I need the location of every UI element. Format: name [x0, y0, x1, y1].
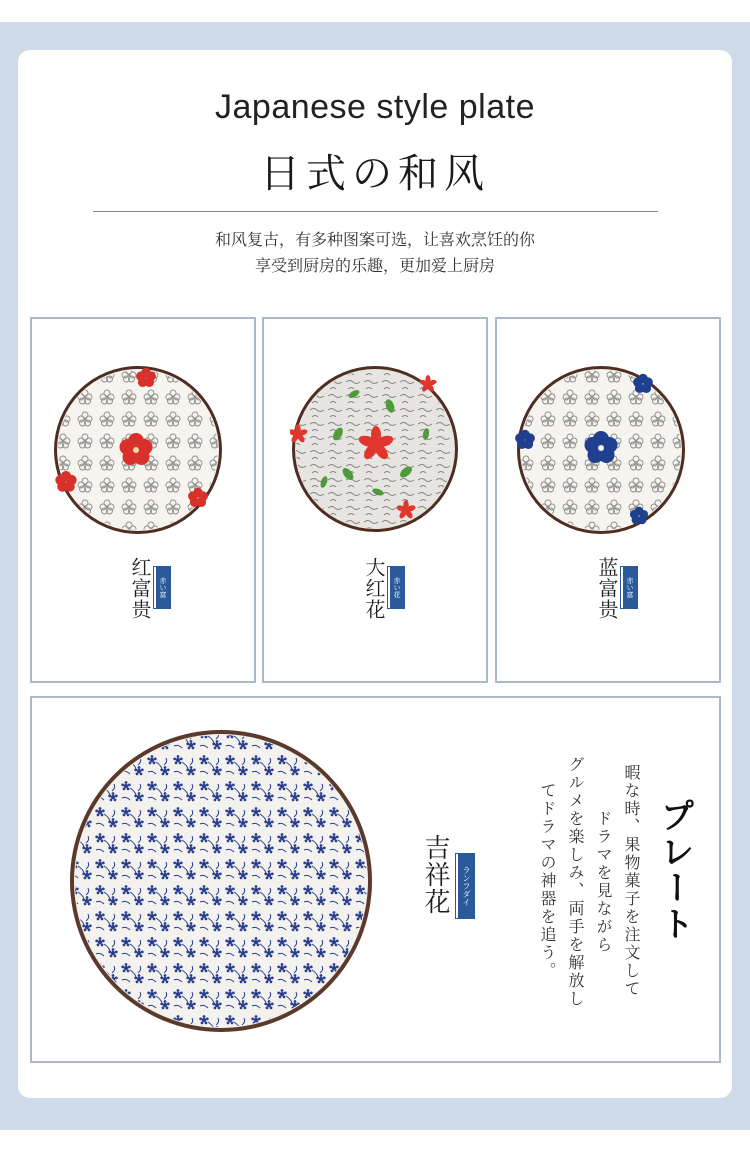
description-line-1: 和风复古，有多种图案可选，让喜欢烹饪的你 — [214, 230, 535, 249]
product-name-big-red-flower: 大红花 — [362, 557, 386, 620]
poem-line-1: 暇な時、果物菓子を注文して — [622, 764, 641, 998]
product-name-blue-fugui: 蓝富贵 — [595, 557, 619, 620]
red-fugui-plate-image — [52, 364, 224, 536]
poem-line-3: グルメを楽しみ、両手を解放し — [566, 756, 585, 1008]
featured-product-tag: ランフダイ — [456, 854, 474, 918]
page-title-english: Japanese style plate — [215, 88, 535, 126]
product-tag-big-red-flower: 赤い花 — [388, 567, 404, 608]
product-card-red-fugui[interactable] — [30, 317, 256, 683]
product-tag-red-fugui: 赤い富 — [154, 567, 170, 608]
blue-fugui-plate-image — [515, 364, 687, 536]
description-line-2: 享受到厨房的乐趣，更加爱上厨房 — [254, 256, 495, 275]
product-card-blue-fugui[interactable] — [495, 317, 721, 683]
featured-product-card[interactable] — [30, 696, 721, 1063]
poem-title: プレート — [654, 798, 694, 942]
auspicious-flower-plate-image — [68, 728, 374, 1034]
poem-line-2: ドラマを見ながら — [594, 810, 613, 954]
product-name-red-fugui: 红富贵 — [128, 557, 152, 620]
big-red-flower-plate-image — [290, 364, 460, 534]
poem-line-4: てドラマの神器を追う。 — [538, 782, 557, 980]
title-divider — [93, 211, 658, 212]
product-card-big-red-flower[interactable] — [262, 317, 488, 683]
featured-product-name: 吉祥花 — [420, 834, 450, 915]
page-title-chinese: 日式の和风 — [260, 151, 490, 197]
product-tag-blue-fugui: 赤い富 — [621, 567, 637, 608]
